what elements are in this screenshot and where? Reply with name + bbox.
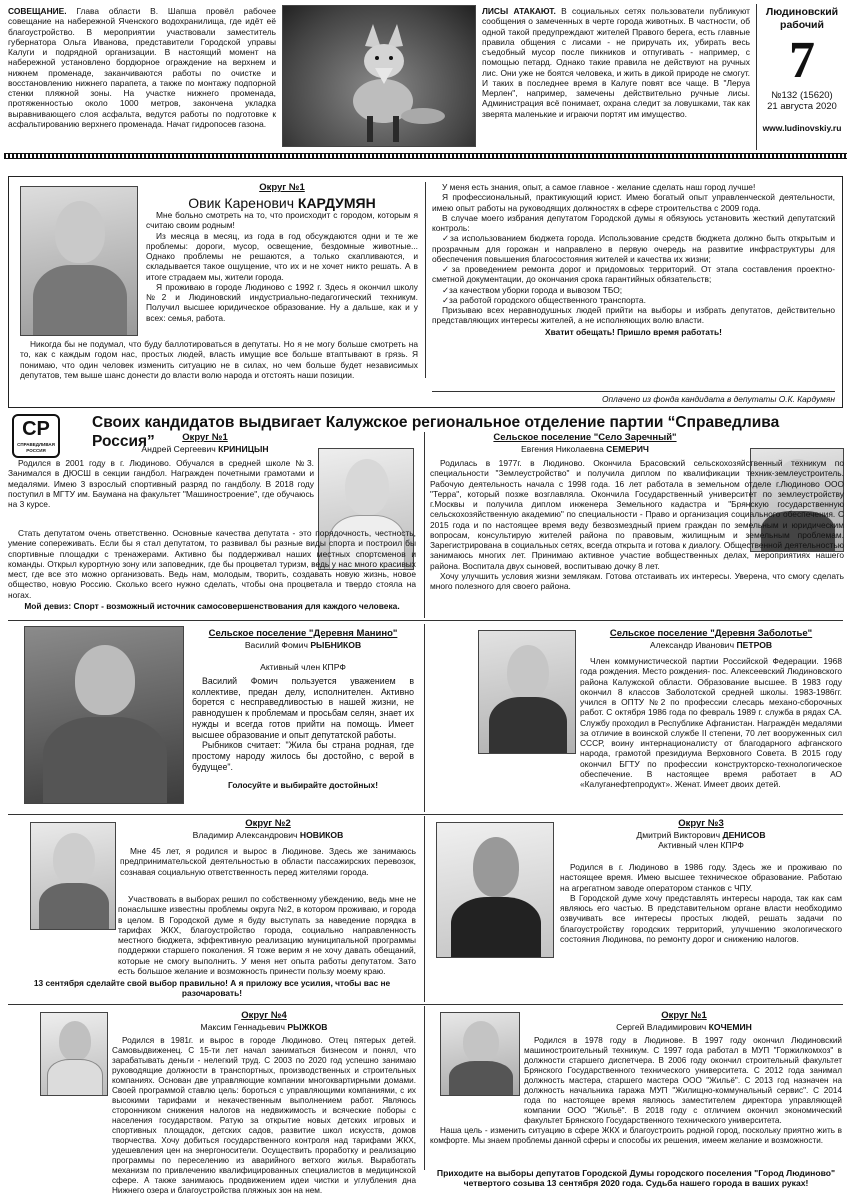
semerich-header bbox=[430, 432, 740, 454]
sr-logo bbox=[12, 414, 60, 458]
footer-call: Приходите на выборы депутатов Городской Думы городского поселения "Город Людиново" четвертого созыва 13 сентября 2020 года. Судьба нашего города в ваших руках! bbox=[436, 1168, 836, 1189]
novikov-name bbox=[120, 830, 416, 840]
kardumyan-r7: ✓за работой городского общественного транспорта. bbox=[442, 294, 646, 305]
semerich-okrug: Сельское поселение "Село Заречный" bbox=[493, 432, 677, 443]
krinitsyn-text bbox=[8, 458, 314, 509]
page-number: 7 bbox=[789, 31, 815, 89]
fox-illustration bbox=[283, 6, 476, 147]
krinitsyn-name bbox=[70, 444, 340, 454]
kardumyan-left-text bbox=[146, 210, 418, 323]
kardumyan-p3: Я проживаю в городе Людиново с 1992 г. Здесь я окончил школу №2 и Людиновский индустриально-педагогический техникум. Получил высшее юридическое образование. Ну а дальше, как и у всех: семья, работа. bbox=[146, 281, 418, 323]
kochemin-p1: Родился в 1978 году в Людинове. В 1997 году окончил Людиновский машиностроительный техникум. С 1997 года работал в МУП "Горжилкомхоз" в должности старшего диспетчера. В 2006 году окончил строительный факультет Брянского Государственного технического университета. С 2012 года занимал должность мастера, старшего мастера ООО "Жильё". С 2013 год назначен на должность начальника гаража МУП "Жилищно-коммунальный сервис". С 2014 года по настоящее время являюсь заместителем директора управляющей компании ООО "Жильё". В 2018 году с отличием окончил экономический факультет Брянского Государственного технического университета. bbox=[524, 1036, 842, 1125]
kardumyan-r6: ✓за качеством уборки города и вывозом ТБО; bbox=[442, 284, 623, 295]
rybnikov-text bbox=[192, 676, 414, 791]
ryzhkov-header bbox=[112, 1010, 416, 1032]
petrov-header bbox=[580, 628, 842, 650]
masthead-name-1: Людиновский bbox=[765, 6, 839, 18]
krinitsyn-okrug: Округ №1 bbox=[182, 432, 228, 443]
ryzhkov-text bbox=[8, 1036, 416, 1196]
kardumyan-r3: В случае моего избрания депутатом Городской думы я обязуюсь установить жесткий депутатский контроль: bbox=[432, 212, 835, 233]
sr-headline: Своих кандидатов выдвигает Калужское региональное отделение партии “Справедлива Россия” bbox=[92, 414, 780, 450]
kardumyan-p4: Никогда бы не подумал, что буду баллотироваться в депутаты. Но я не могу больше смотреть на то, как с каждым годом нас, простых людей, власть имущие все больше втаптывают в грязь. Я понимаю, что один человек изменить ситуацию не в силах, но чем больше будет независимых депутатов, тем выше шанс донести до власти волю народа и отстоять наши позиции. bbox=[20, 339, 418, 380]
petrov-text bbox=[580, 656, 842, 789]
column-divider-1 bbox=[424, 432, 425, 618]
petrov-last-name: ПЕТРОВ bbox=[736, 639, 773, 650]
masthead-divider bbox=[756, 4, 757, 150]
news-foxes bbox=[482, 6, 750, 148]
rybnikov-last-name: РЫБНИКОВ bbox=[310, 639, 362, 650]
kardumyan-photo bbox=[20, 186, 138, 336]
ryzhkov-okrug: Округ №4 bbox=[241, 1010, 287, 1021]
semerich-p1: Родилась в 1977г. в Людиново. Окончила Брасовский сельскохозяйственный техникум по специальности "Землеустройство" и получила диплом по квалификации техник-землеустроитель. Рабочую деятельность начала с 1998 года. 16 лет работала в земельном отделе г.Людиново ООО "Терра", который позже возглавляла. Окончила Государственный университет по землеустройству г.Москвы и получила диплом инженера Земельного кадастра и "Брянскую государственную сельскохозяйственную академию" по специальности - Право и организация социального обеспечения. С 2015 года и по настоящее время веду безвозмездный прием граждан по земельным и юридическим вопросам, консультирую жителей района по правовым, жилищным и земельным проблемам. Зарегистрирована в социальных сетях, всегда открыта и готова к диалогу. Общественной деятельностью занимаюсь многих лет. Принимаю активное участие вобщественных делах, мероприятиях нашего района. Воспитала двух сыновей, воспитываю дочку 8 лет. bbox=[430, 458, 844, 571]
petrov-okrug: Сельское поселение "Деревня Заболотье" bbox=[609, 628, 813, 639]
kardumyan-r1: У меня есть знания, опыт, а самое главное - желание сделать наш город лучше! bbox=[442, 182, 756, 192]
krinitsyn-p2: Стать депутатом очень ответственно. Основные качества депутата - это порядочность, честность, умение сопереживать. Если бы я стал депутатом, то развивал бы разные виды спорта и построил бы спортивные площадки с тренажерами. Активно бы поддерживал наших местных спортсменов и команды. Открыл курортную зону или заповедник, где бы процветал туризм, ведь у нас много красивых мест, где все это можно организовать. Ведь нам, молодым, творить, создавать новую жизнь, новое общество, новую Россию. Сколько всего нужно сделать, чтобы она процветала и твердо стояла на ногах. bbox=[8, 528, 416, 600]
kardumyan-p1: Мне больно смотреть на то, что происходит с городом, которым я считаю своим родным! bbox=[146, 210, 418, 231]
denisov-role: Активный член КПРФ bbox=[658, 840, 744, 851]
denisov-last-name: ДЕНИСОВ bbox=[722, 829, 766, 840]
denisov-p2: В Городской думе хочу представлять интересы народа, так как сам являюсь его частью. В представительном органе власти необходимо озвучивать все интересы простых людей, решать задачи по благоустройству городских территорий, улучшению экологического состояния Людинова, по ремонту дорог и снижению налогов. bbox=[560, 892, 842, 944]
denisov-text bbox=[560, 862, 842, 944]
kochemin-last-name: КОЧЕМИН bbox=[708, 1021, 752, 1032]
rybnikov-okrug: Сельское поселение "Деревня Манино" bbox=[208, 628, 398, 639]
petrov-photo bbox=[478, 630, 576, 754]
rybnikov-role: Активный член КПРФ bbox=[260, 662, 346, 673]
sr-logo-text: СР bbox=[22, 418, 50, 440]
sr-logo-sub: СПРАВЕДЛИВАЯ РОССИЯ bbox=[17, 442, 55, 453]
novikov-motto: 13 сентября сделайте свой выбор правильно! А я приложу все усилия, чтобы вас не разочаровать! bbox=[33, 978, 391, 999]
semerich-p2: Хочу улучшить условия жизни землякам. Готова отстаивать их интересы. Уверена, что смогу сделать много полезного для своего района. bbox=[430, 570, 844, 591]
section-rule-1 bbox=[8, 620, 843, 621]
kardumyan-paid-rule bbox=[432, 391, 835, 392]
column-divider-4 bbox=[424, 1006, 425, 1170]
novikov-header bbox=[120, 818, 416, 840]
krinitsyn-motto: Мой девиз: Спорт - возможный источник самосовершенствования для каждого человека. bbox=[24, 600, 400, 611]
novikov-last-name: НОВИКОВ bbox=[299, 829, 344, 840]
rybnikov-first-name: Василий Фомич bbox=[244, 639, 308, 650]
kardumyan-paid: Оплачено из фонда кандидата в депутаты О.К. Кардумян bbox=[601, 394, 835, 404]
novikov-text bbox=[120, 846, 416, 877]
kardumyan-first-name: Овик Каренович bbox=[188, 194, 295, 211]
petrov-name bbox=[580, 640, 842, 650]
news-foxes-label: ЛИСЫ АТАКАЮТ. bbox=[482, 6, 556, 16]
petrov-first-name: Александр Иванович bbox=[649, 639, 735, 650]
denisov-photo bbox=[436, 822, 554, 958]
kochemin-text bbox=[430, 1036, 842, 1146]
kardumyan-p2: Из месяца в месяц, из года в год обсуждаются одни и те же проблемы: дороги, мусор, освещение, бездомные животные... Однако проблемы не решаются, а только скапливаются, и складывается такое ощущение, что их и не хочет никто решать. А в итоге страдаем мы, жители города. bbox=[146, 230, 418, 282]
masthead bbox=[758, 6, 846, 148]
kardumyan-okrug: Округ №1 bbox=[259, 182, 305, 193]
novikov-text-2 bbox=[8, 894, 416, 999]
semerich-name bbox=[430, 444, 740, 454]
denisov-name bbox=[560, 830, 842, 840]
news-foxes-text: В социальных сетях пользователи публикуют сообщения о замеченных в черте города животных. В частности, об одной такой предупреждают жителей Правого берега, есть главные правила общения с лисами - не приручать их, убирать весь съедобный мусор после пикников и отпугивать - например, с помощью петард. Однако такие правила не действуют на ручных лис. Они уже не боятся человека, и жить в дикой природе не смогут. И таких в последнее время в Калуге повят все чаще. В "Леруа Мерлен", например, замечены действительно ручные лисы. Администрация всё понимает, охрана следит за ловушками, так как зверята маленькие и играючи портят им имущество. bbox=[482, 6, 750, 119]
section-rule-2 bbox=[8, 814, 843, 815]
ryzhkov-name bbox=[112, 1022, 416, 1032]
column-divider-3 bbox=[424, 816, 425, 1002]
issue-number: №132 (15620) bbox=[771, 89, 833, 101]
issue-date: 21 августа 2020 bbox=[767, 101, 837, 113]
rybnikov-header bbox=[192, 628, 414, 673]
kardumyan-last-name: КАРДУМЯН bbox=[297, 194, 376, 211]
kardumyan-left-text-bottom bbox=[20, 339, 418, 380]
kardumyan-r2: Я профессиональный, практикующий юрист. Имею богатый опыт управленческой деятельности, имею опыт работы на руководящих должностях в сфере строительства с 2009 года. bbox=[432, 192, 835, 213]
decorative-border-top bbox=[4, 153, 847, 159]
novikov-p1: Мне 45 лет, я родился и вырос в Людинове. Здесь же занимаюсь предпринимательской деятельностью в области пассажирских перевозок, сознавая социальную ответственность перед жителями города. bbox=[120, 846, 416, 877]
rybnikov-motto: Голосуйте и выбирайте достойных! bbox=[228, 780, 378, 791]
kochemin-first-name: Сергей Владимирович bbox=[616, 1021, 707, 1032]
denisov-p1: Родился в г. Людиново в 1986 году. Здесь же и проживаю по настоящее время. Имею высшее техническое образование. Работаю на агрегатном заводе оператором станков с ЧПУ. bbox=[560, 862, 842, 893]
kardumyan-r5: ✓за проведением ремонта дорог и придомовых территорий. От этапа составления проектно-сметной документации, до окончания срока гарантийных обязательств; bbox=[432, 264, 835, 285]
ryzhkov-first-name: Максим Геннадьевич bbox=[200, 1021, 286, 1032]
news-meeting-text: Глава области В. Шапша провёл рабочее совещание на набережной Яченского водохранилища, где идёт её благоустройство. В мероприятии участвовали заместитель губернатора Ольга Иванова, представители Городской управы Калуги и подрядной организации. В настоящий момент на набережной установлено бордюрное ограждение на верхнем и нижнем променаде, заканчиваются работы по очистке и восстановлению нижнего парапета, а также по монтажу подпорной стенки пляжной зоны. На участке нижнего променада, протяженностью около 1000 метров, закончена укладка выравнивающего слоя асфальта, ведутся работы по подготовке к асфальтированию верхнего променада. Начат гидропосев газона. bbox=[8, 6, 276, 129]
krinitsyn-first-name: Андрей Сергеевич bbox=[141, 443, 216, 454]
kardumyan-right-text bbox=[432, 182, 835, 337]
denisov-header bbox=[560, 818, 842, 851]
denisov-okrug: Округ №3 bbox=[678, 818, 724, 829]
novikov-p2: Участвовать в выборах решил по собственному убеждению, ведь мне не понаслышке известны проблемы округа №2, в котором проживаю, и города в целом. В Городской думе я буду выступать за наведение порядка в тарифах ЖКХ, благоустройство города, социально направленность местного бюджета, эффективную реализацию муниципальной программы поддержки старшего поколения. Я тоже верим я не хочу давать обещаний, которые не смогу выполнить. У меня нет опыта работы депутатом. Зато есть большое желание и возможность принести пользу моему краю. bbox=[118, 894, 416, 976]
section-rule-3 bbox=[8, 1004, 843, 1005]
krinitsyn-p1: Родился в 2001 году в г. Людиново. Обучался в средней школе №3. Занимался в ДЮСШ в секции гандбол. Награжден почетными грамотами и медалями. Имею 3 взрослый спортивный разряд по гандболу. В 2018 году поступил в МГТУ им. Баумана на факультет "Машиностроение", где обучаюсь на 3 курсе. bbox=[8, 458, 314, 509]
krinitsyn-last-name: КРИНИЦЫН bbox=[218, 443, 269, 454]
kardumyan-r8: Призываю всех неравнодушных людей прийти на выборы и избрать депутатов, действительно представляющих интересы жителей, а не исполняющих волю власти. bbox=[432, 305, 835, 326]
kochemin-okrug: Округ №1 bbox=[661, 1010, 707, 1021]
rybnikov-name bbox=[192, 640, 414, 650]
news-meeting-label: СОВЕЩАНИЕ. bbox=[8, 6, 67, 16]
krinitsyn-text-2 bbox=[8, 528, 416, 611]
krinitsyn-header bbox=[70, 432, 340, 454]
site-url[interactable]: www.ludinovskiy.ru bbox=[762, 122, 842, 133]
novikov-okrug: Округ №2 bbox=[245, 818, 291, 829]
petrov-p1: Член коммунистической партии Российской Федерации. 1968 года рождения. Место рождения- пос. Алексеевский Людиновского района Калужской области. Образование высшее. В 1983 году окончил 8 классов Заболотской средней школы. 1983-1986гг. учился в ОПТУ №2 по профессии слесарь механо-сборочных работ. С октября 1986 года по февраль 1989 г. служба в рядах СА. Службу проходил в Республике Афганистан. Награждён медалями за отличие в воинской службе II степени, 70 лет вооруженных сил СССР, воину интернационалисту от благодарного афганского народа, грамотой президиума Верховного Совета. В 2015 году окончил БГТУ по профессии конструкторско-технологическое обеспечение. В настоящее время работает в АО «Калуганефтепродукт». Женат. Имеет двоих детей. bbox=[580, 656, 842, 789]
semerich-last-name: СЕМЕРИЧ bbox=[606, 443, 649, 454]
kochemin-name bbox=[526, 1022, 842, 1032]
kardumyan-header bbox=[146, 182, 418, 212]
ryzhkov-p1: Родился в 1981г. и вырос в городе Людиново. Отец пятерых детей. Самовыдвиженец. С 15-ти лет начал заниматься бизнесом и понял, что зарабатывать деньги - нелегкий труд. С 2003 по 2020 год успешно занимаю руководящие должности в транспортных, производственных и строительных компаниях. Основан две управляющие компании многоквартирными домами. Своей программой ставлю цель: бороться с управляющими компаниями, с их высокими тарифами и некачественным выполнением работ. Являюсь сторонником снижения налогов на недвижимость и всяческие поборы с населения государством. Ратую за открытие новых детских игровых и спортивных площадок, детских садов, развитие школ искусств, домов творчества. Хочу добиться государственного контроля над тарифами ЖКХ, удешевления цен на энергоносители. Осуществить проработку и реализацию программы по переселению из аварийного ветхого жилья. Выработать механизм по привлечению квалифицированных специалистов в медицинской сфере. А также занимаюсь продвижением идеи чистки и углубления дна Нижнего озера и благоустройства пляжных зон на нем. bbox=[112, 1036, 416, 1195]
semerich-first-name: Евгения Николаевна bbox=[521, 443, 604, 454]
kardumyan-slogan: Хватит обещать! Пришло время работать! bbox=[545, 326, 722, 337]
semerich-text bbox=[430, 458, 844, 591]
rybnikov-p1: Василий Фомич пользуется уважением в коллективе, предан делу, исполнителен. Активно борется с несправедливостью в нашей жизни, не равнодушен к проблемам и просьбам селян, знает их нужды и всегда готов прийти на помощь. Имеет высшее образование и опыт депутатской работы. bbox=[192, 676, 414, 740]
kardumyan-divider bbox=[425, 182, 426, 378]
news-meeting bbox=[8, 6, 276, 148]
rybnikov-p2: Рыбников считает: "Жила бы страна родная, где простому народу жилось бы достойно, с верой в будущее". bbox=[192, 740, 414, 772]
kardumyan-r4: ✓за использованием бюджета города. Использование средств бюджета должно быть открытым и прозрачным для горожан и направлено в первую очередь на развитие инфраструктуры для обеспечения повышения благосостояния жителей и качества их жизни; bbox=[432, 233, 835, 264]
masthead-name-2: рабочий bbox=[780, 18, 824, 31]
rybnikov-photo bbox=[24, 626, 184, 804]
column-divider-2 bbox=[424, 624, 425, 812]
kochemin-header bbox=[526, 1010, 842, 1032]
novikov-first-name: Владимир Александрович bbox=[192, 829, 298, 840]
kochemin-p2: Наша цель - изменить ситуацию в сфере ЖКХ и благоустроить родной город, поскольку приятно жить в комфорте. Мы знаем проблемы данной сферы и способы их решения, имеем желание и возможности. bbox=[430, 1126, 842, 1145]
ryzhkov-last-name: РЫЖКОВ bbox=[287, 1021, 328, 1032]
denisov-first-name: Дмитрий Викторович bbox=[636, 829, 721, 840]
fox-photo bbox=[282, 5, 476, 147]
